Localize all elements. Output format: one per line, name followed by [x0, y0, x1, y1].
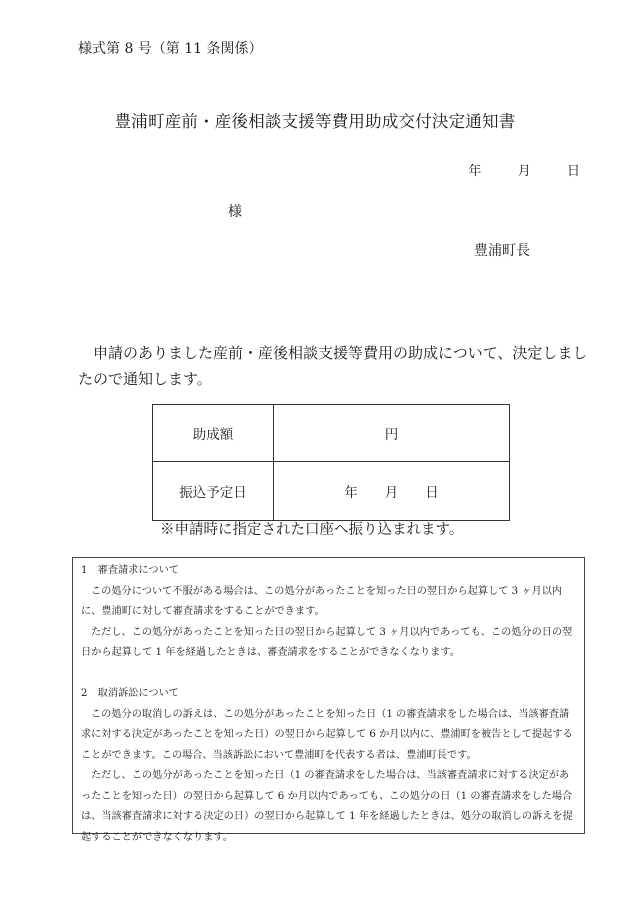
- table-row: [153, 462, 510, 521]
- section-paragraph: ただし、この処分があったことを知った日（1 の審査請求をした場合は、当該審査請求に対する決定があったことを知った日）の翌日から起算して 6 か月以内であっても、この処分の日（1 の審査請求をした場合は、当該審査請求に対する決定の日）の翌日から起算して 1 年を経過したときは、処分の取消しの訴えを提起することができなくなります。: [81, 770, 573, 843]
- section-heading: 2 取消訴訟について: [81, 688, 179, 699]
- body-text: 申請のありました産前・産後相談支援等費用の助成について、決定しましたので通知します。: [78, 344, 588, 388]
- date-month-label: 月: [517, 164, 531, 179]
- recipient-honorific: 様: [228, 204, 242, 220]
- subsidy-amount-value: 円: [274, 405, 510, 462]
- document-title: 豊浦町産前・産後相談支援等費用助成交付決定通知書: [114, 112, 516, 131]
- date-day-label: 日: [566, 164, 580, 179]
- section-paragraph: ただし、この処分があったことを知った日の翌日から起算して 3 ヶ月以内であっても、この処分の日の翌日から起算して 1 年を経過したときは、審査請求をすることができなくなります。: [81, 626, 573, 658]
- subsidy-amount-label: 助成額: [153, 405, 274, 462]
- section-paragraph: この処分について不服がある場合は、この処分があったことを知った日の翌日から起算して 3 ヶ月以内に、豊浦町に対して審査請求をすることができます。: [81, 585, 563, 617]
- section-heading: 1 審査請求について: [81, 565, 179, 576]
- section-paragraph: この処分の取消しの訴えは、この処分があったことを知った日（1 の審査請求をした場合は、当該審査請求に対する決定があったことを知った日）の翌日から起算して 6 か月以内に、豊浦町を被告として提起することができます。この場合、当該訴訟において豊浦町を代表する者は、豊浦町長です。: [81, 708, 573, 761]
- issue-date: [468, 160, 580, 179]
- form-number: 様式第 8 号（第 11 条関係）: [78, 41, 263, 57]
- table-row: [153, 405, 510, 462]
- transfer-note: ※申請時に指定された口座へ振り込まれます。: [160, 522, 464, 538]
- amount-table: [152, 404, 510, 521]
- transfer-date-label: 振込予定日: [153, 462, 274, 521]
- issuer-name: 豊浦町長: [474, 243, 530, 259]
- date-year-label: 年: [468, 164, 482, 179]
- transfer-date-value: 年 月 日: [274, 462, 510, 521]
- legal-notice-box: [72, 557, 585, 843]
